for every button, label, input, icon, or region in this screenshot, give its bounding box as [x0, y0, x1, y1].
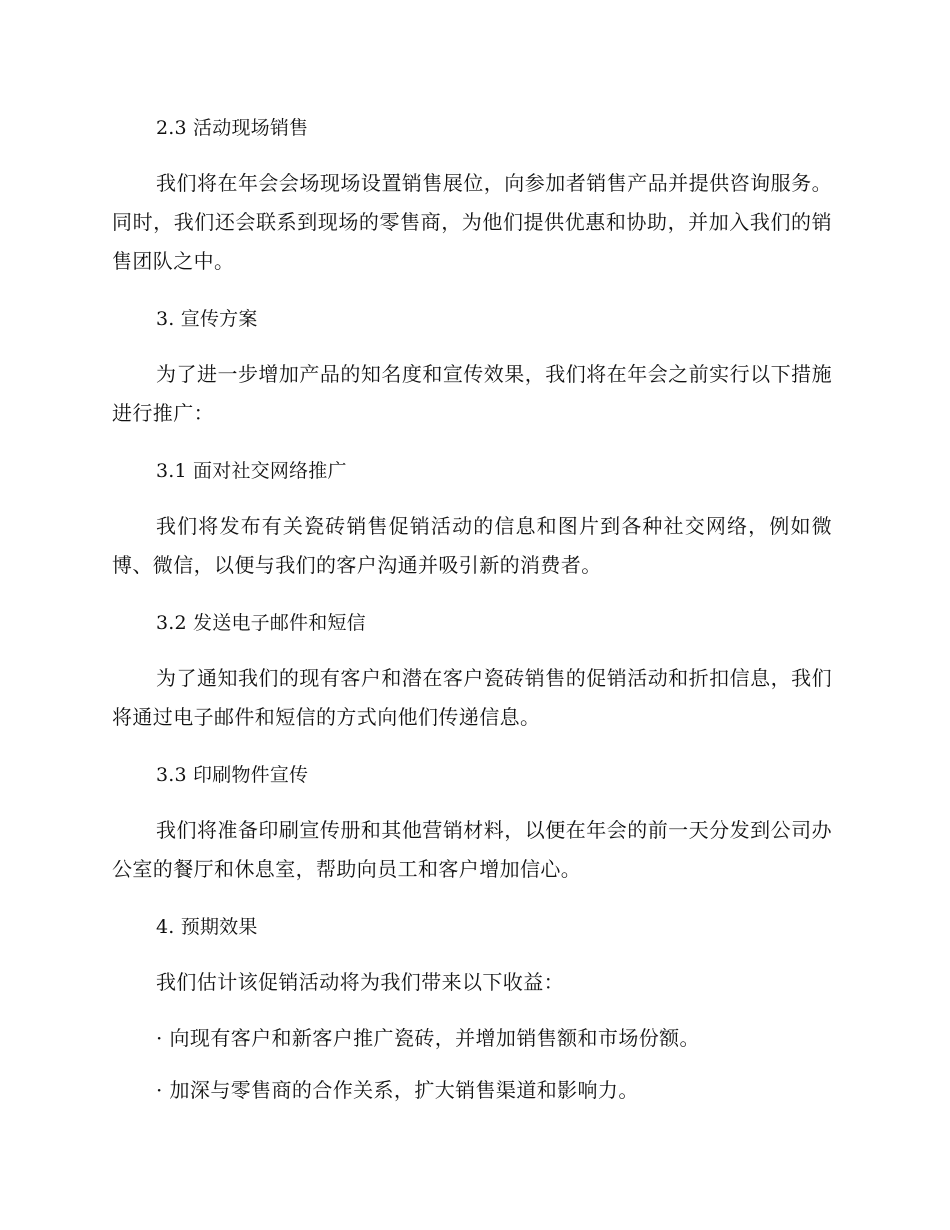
- section-heading: 3.1 面对社交网络推广: [156, 460, 347, 482]
- section-paragraph: 为了进一步增加产品的知名度和宣传效果，我们将在年会之前实行以下措施进行推广：: [112, 362, 832, 425]
- section-paragraph: 我们估计该促销活动将为我们带来以下收益：: [156, 970, 564, 994]
- section-paragraph: 我们将在年会会场现场设置销售展位，向参加者销售产品并提供咨询服务。同时，我们还会联系到现场的零售商，为他们提供优惠和协助，并加入我们的销售团队之中。: [112, 171, 832, 273]
- bullet-item: · 加深与零售商的合作关系，扩大销售渠道和影响力。: [156, 1078, 639, 1102]
- bullet-item: · 向现有客户和新客户推广瓷砖，并增加销售额和市场份额。: [156, 1026, 700, 1050]
- section-heading: 3. 宣传方案: [156, 308, 258, 330]
- section-paragraph: 我们将准备印刷宣传册和其他营销材料，以便在年会的前一天分发到公司办公室的餐厅和休息室，帮助向员工和客户增加信心。: [112, 818, 832, 881]
- section-heading: 3.2 发送电子邮件和短信: [156, 612, 366, 634]
- section-paragraph: 我们将发布有关瓷砖销售促销活动的信息和图片到各种社交网络，例如微博、微信，以便与我们的客户沟通并吸引新的消费者。: [112, 514, 832, 577]
- document-page: [112, 112, 832, 1106]
- section-heading: 4. 预期效果: [156, 916, 258, 938]
- section-heading: 2.3 活动现场销售: [156, 117, 309, 139]
- section-paragraph: 为了通知我们的现有客户和潜在客户瓷砖销售的促销活动和折扣信息，我们将通过电子邮件和短信的方式向他们传递信息。: [112, 666, 832, 729]
- section-heading: 3.3 印刷物件宣传: [156, 764, 309, 786]
